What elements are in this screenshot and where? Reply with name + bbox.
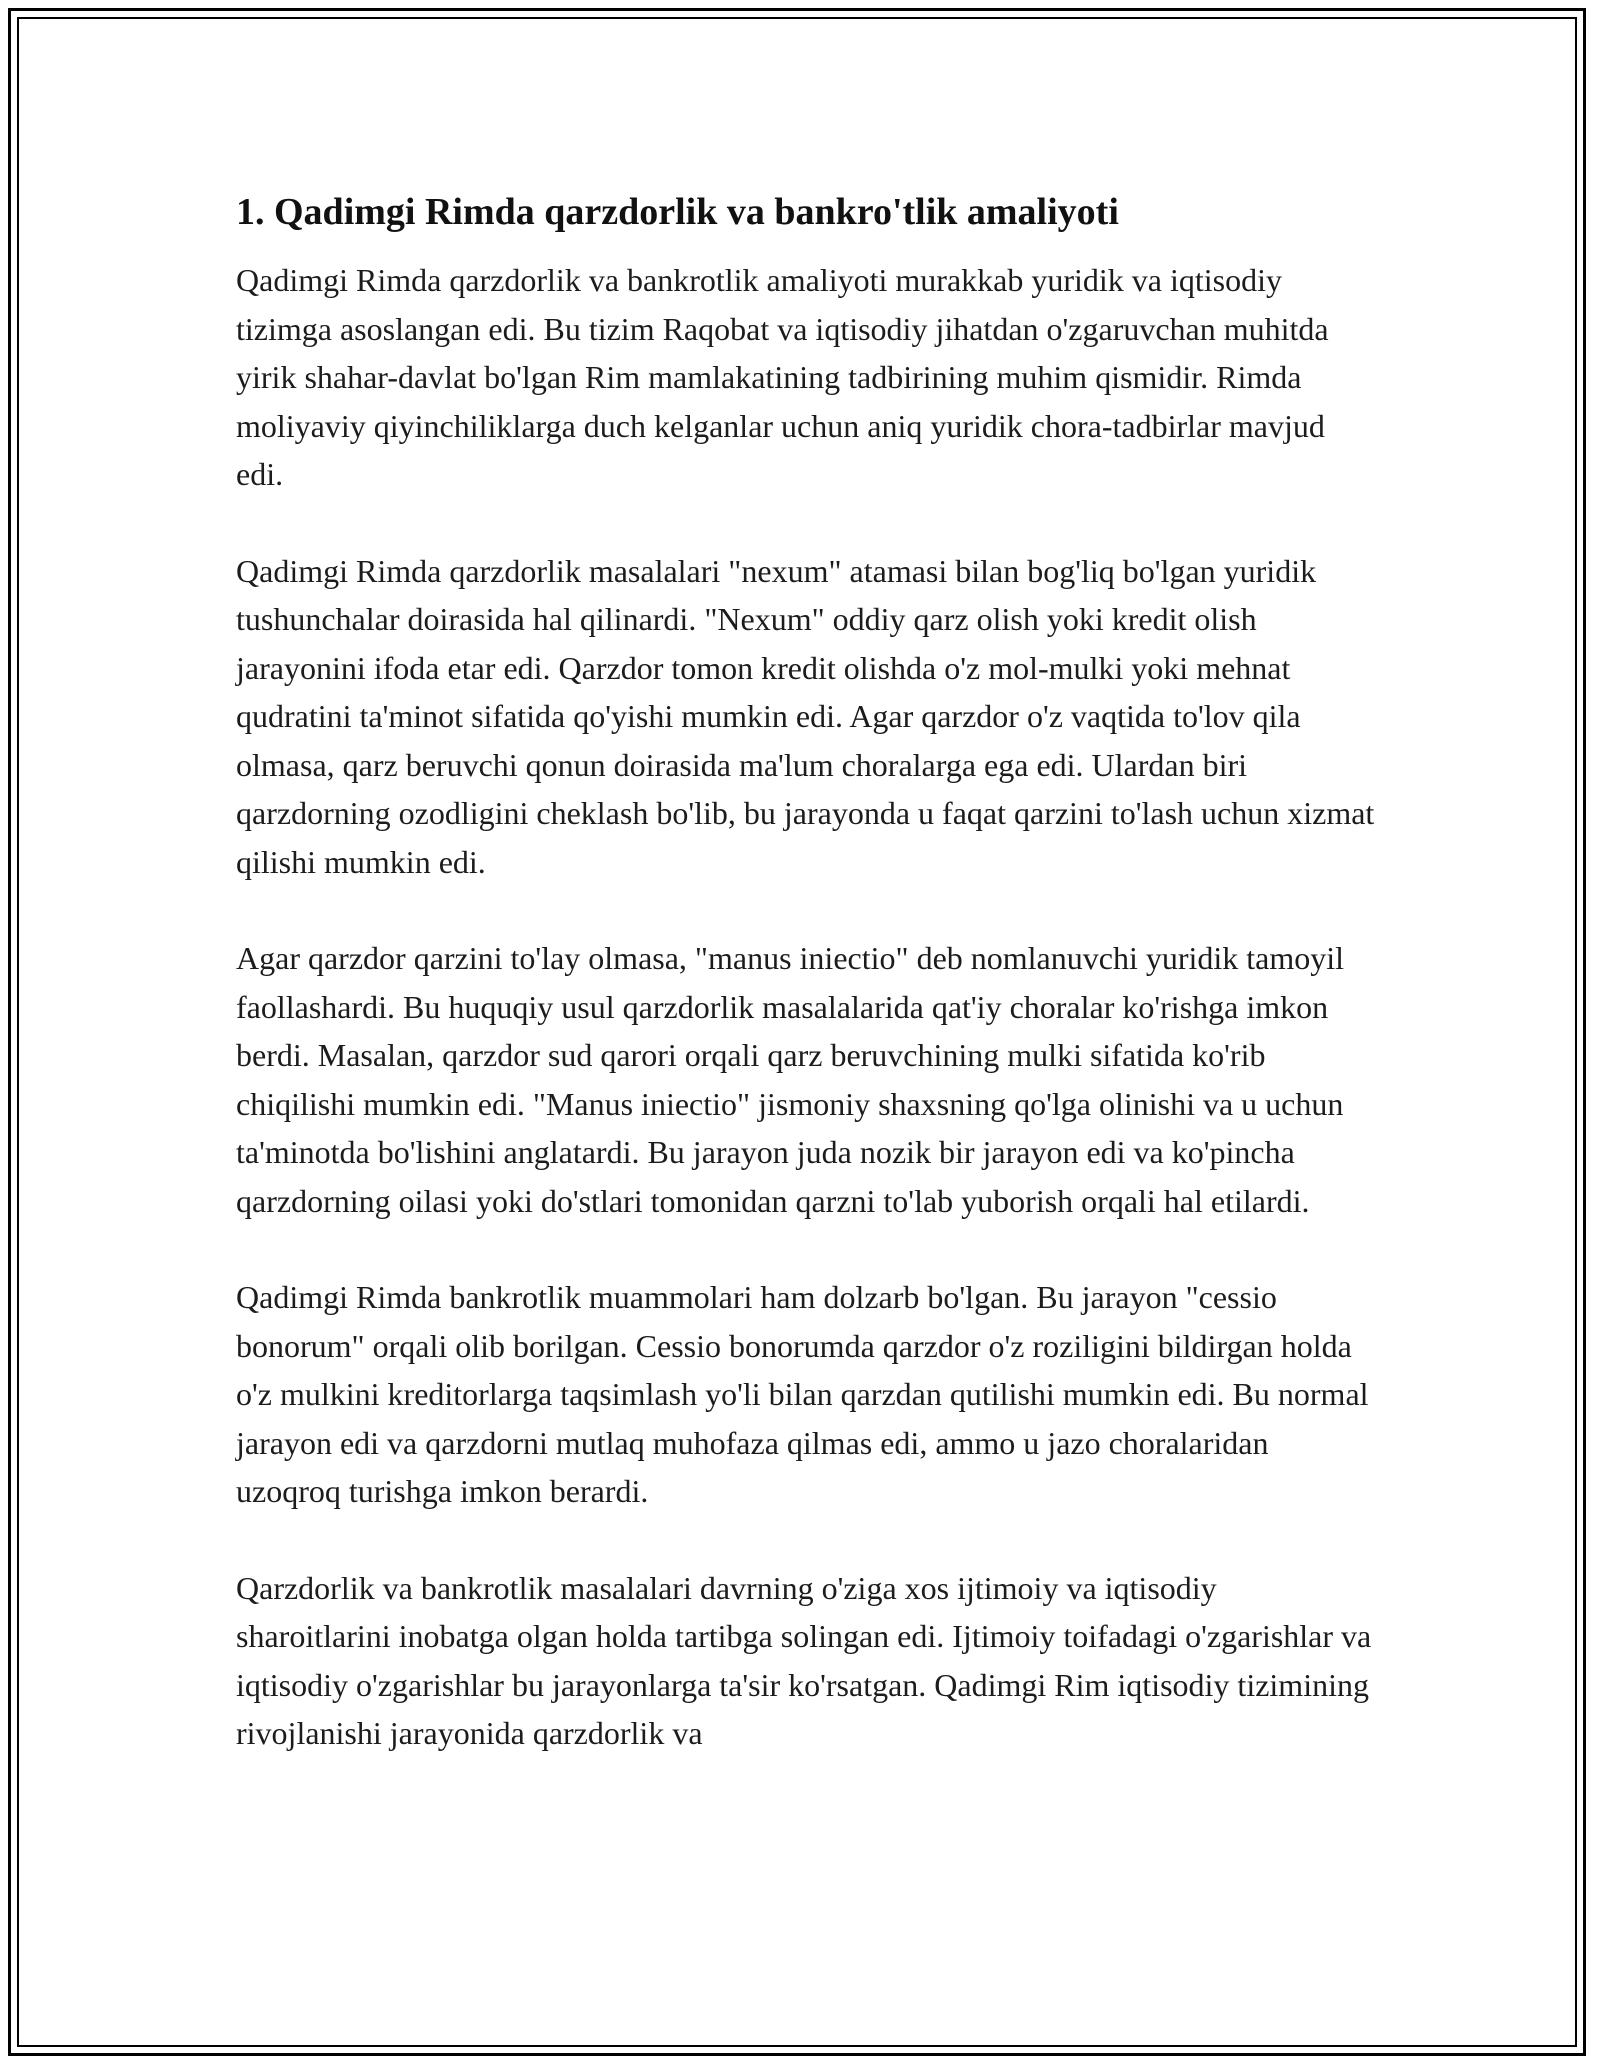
section-heading: 1. Qadimgi Rimda qarzdorlik va bankro'tlik amaliyoti	[236, 191, 1119, 233]
paragraph-4: Qadimgi Rimda bankrotlik muammolari ham dolzarb bo'lgan. Bu jarayon "cessio bonorum" orqali olib borilgan. Cessio bonorumda qarzdor o'z roziligini bildirgan holda o'z mulkini kreditorlarga taqsimlash yo'li bilan qarzdan qutilishi mumkin edi. Bu normal jarayon edi va qarzdorni mutlaq muhofaza qilmas edi, ammo u jazo choralaridan uzoqroq turishga imkon berardi.	[236, 1279, 1369, 1509]
paragraph-2: Qadimgi Rimda qarzdorlik masalalari "nexum" atamasi bilan bog'liq bo'lgan yuridik tushunchalar doirasida hal qilinardi. "Nexum" oddiy qarz olish yoki kredit olish jarayonini ifoda etar edi. Qarzdor tomon kredit olishda o'z mol-mulki yoki mehnat qudratini ta'minot sifatida qo'yishi mumkin edi. Agar qarzdor o'z vaqtida to'lov qila olmasa, qarz beruvchi qonun doirasida ma'lum choralarga ega edi. Ulardan biri qarzdorning ozodligini cheklash bo'lib, bu jarayonda u faqat qarzini to'lash uchun xizmat qilishi mumkin edi.	[236, 552, 1375, 880]
document-body	[236, 186, 1376, 1806]
paragraph-1: Qadimgi Rimda qarzdorlik va bankrotlik amaliyoti murakkab yuridik va iqtisodiy tizimga asoslangan edi. Bu tizim Raqobat va iqtisodiy jihatdan o'zgaruvchan muhitda yirik shahar-davlat bo'lgan Rim mamlakatining tadbirining muhim qismidir. Rimda moliyaviy qiyinchiliklarga duch kelganlar uchun aniq yuridik chora-tadbirlar mavjud edi.	[236, 262, 1329, 492]
paragraph-3: Agar qarzdor qarzini to'lay olmasa, "manus iniectio" deb nomlanuvchi yuridik tamoyil faollashardi. Bu huquqiy usul qarzdorlik masalalarida qat'iy choralar ko'rishga imkon berdi. Masalan, qarzdor sud qarori orqali qarz beruvchining mulki sifatida ko'rib chiqilishi mumkin edi. "Manus iniectio" jismoniy shaxsning qo'lga olinishi va u uchun ta'minotda bo'lishini anglatardi. Bu jarayon juda nozik bir jarayon edi va ko'pincha qarzdorning oilasi yoki do'stlari tomonidan qarzni to'lab yuborish orqali hal etilardi.	[236, 940, 1345, 1219]
paragraph-5: Qarzdorlik va bankrotlik masalalari davrning o'ziga xos ijtimoiy va iqtisodiy sharoitlarini inobatga olgan holda tartibga solingan edi. Ijtimoiy toifadagi o'zgarishlar va iqtisodiy o'zgarishlar bu jarayonlarga ta'sir ko'rsatgan. Qadimgi Rim iqtisodiy tizimining rivojlanishi jarayonida qarzdorlik va	[236, 1569, 1372, 1751]
